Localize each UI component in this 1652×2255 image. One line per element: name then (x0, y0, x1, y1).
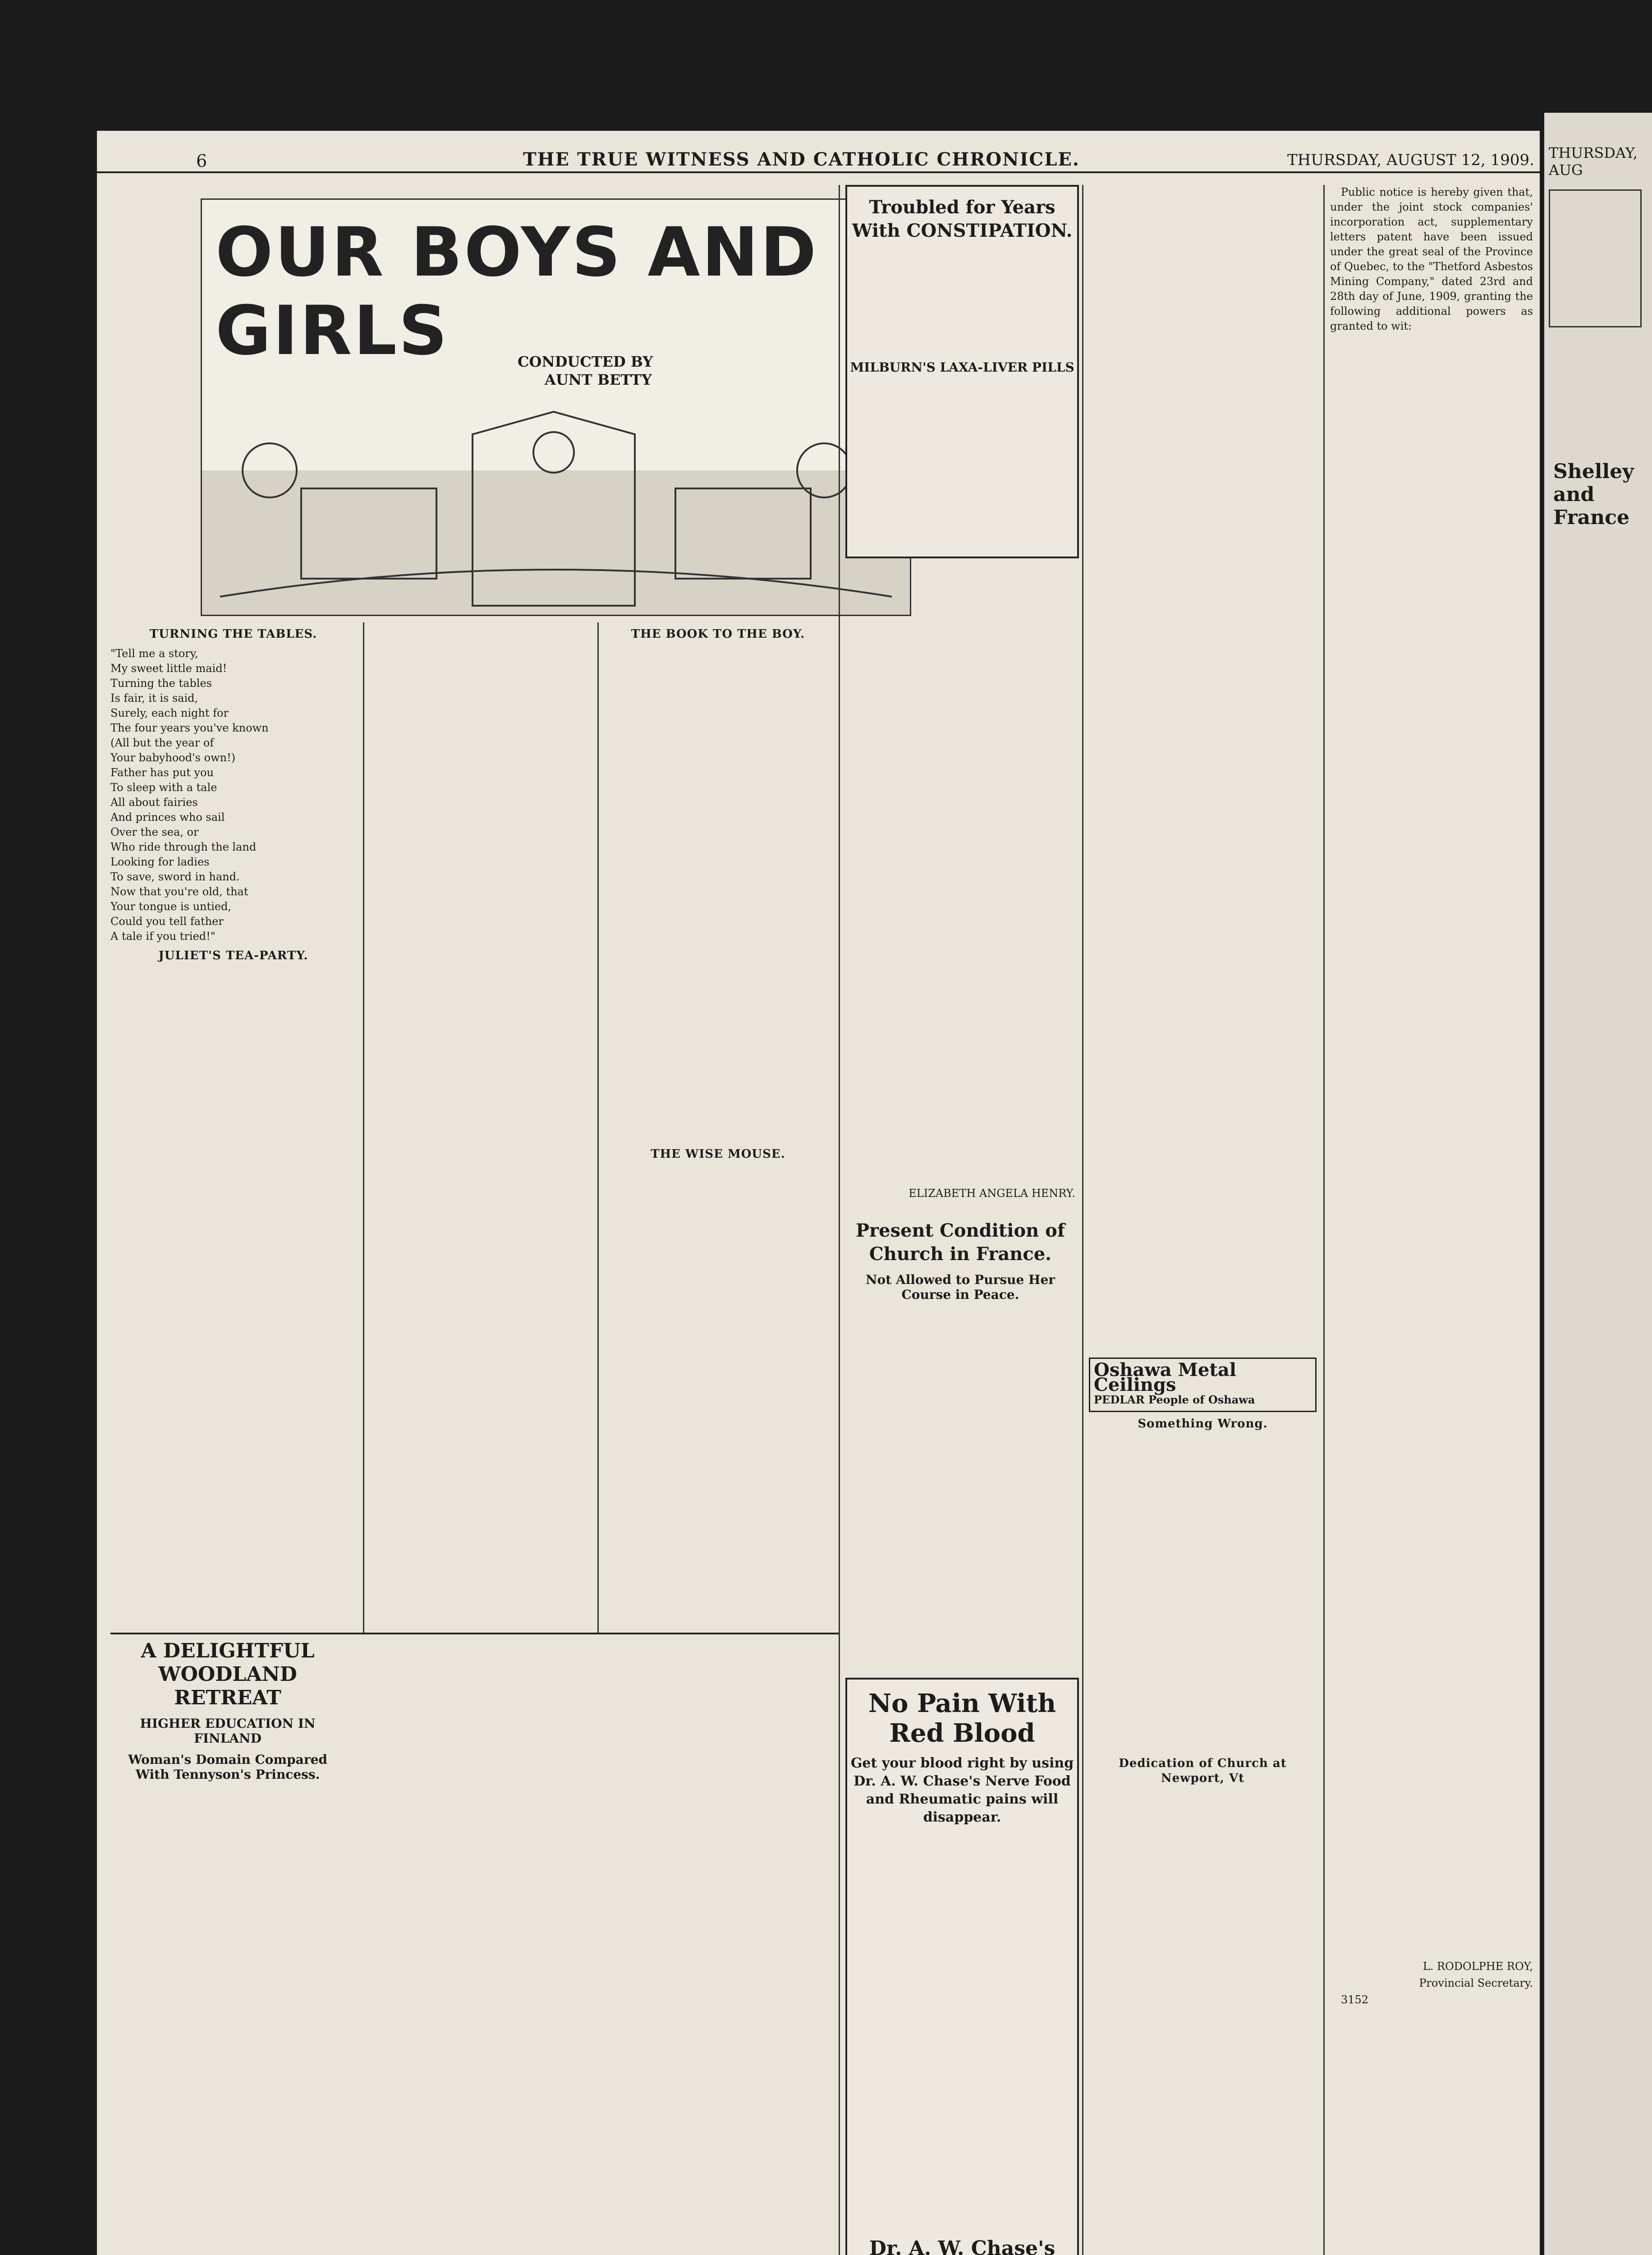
mouse-heading: THE WISE MOUSE. (651, 1147, 785, 1161)
column-3 (604, 622, 832, 1628)
column-rule (1323, 185, 1325, 2255)
banner-editor: AUNT BETTY (545, 371, 652, 388)
something-wrong-heading: Something Wrong. (1138, 1417, 1268, 1431)
column-5 (1089, 185, 1317, 2255)
newspaper-title: THE TRUE WITNESS AND CATHOLIC CHRONICLE. (523, 149, 1080, 170)
church-france-subhead: Not Allowed to Pursue Her Course in Peace. (865, 1272, 1055, 1302)
section-rule (110, 1633, 839, 1634)
column-rule (839, 185, 840, 2255)
our-boys-and-girls-banner (201, 198, 911, 616)
column-rule (363, 622, 364, 1633)
ad-product: Dr. A. W. Chase's (869, 2237, 1055, 2255)
column-rule (597, 622, 599, 1633)
column-2 (370, 622, 591, 1628)
adjacent-illustration (1549, 189, 1642, 327)
constipation-ad (845, 185, 1079, 558)
red-blood-ad (845, 1678, 1079, 2255)
legal-notice: Public notice is hereby given that, under the joint stock companies' incorporation act, supplementary letters patent have been issued under the great seal of the Province of Quebec, to the "Thetford Asbestos Mining Company," dated 23rd and 28th day of June, 1909, granting the following additional powers as granted to wit: (1330, 186, 1533, 332)
article-signature: ELIZABETH ANGELA HENRY. (909, 1187, 1075, 1200)
banner-title: OUR BOYS AND GIRLS (216, 213, 818, 370)
oshawa-ceilings-ad (1089, 1358, 1317, 1412)
column-1 (110, 622, 356, 1628)
woodland-retreat-article (110, 1639, 832, 2255)
poem-text: "Tell me a story, My sweet little maid! Turning the tables Is fair, it is said, Surely, each night for The four years you've known (All but the year of Your babyhood's own!) Father has put you To sleep with a tale All about fairies And princes who sail Over the sea, or Who ride through the land Looking for ladies To save, sword in hand. Now that you're old, that Your tongue is untied, Could you tell father A tale if you tried!" (110, 647, 269, 943)
notice-signature: L. RODOLPHE ROY, (1423, 1960, 1533, 1973)
ad-product: MILBURN'S LAXA-LIVER PILLS (850, 360, 1074, 375)
poem-heading: TURNING THE TABLES. (149, 627, 317, 641)
retreat-title: A DELIGHTFUL WOODLAND RETREAT (141, 1639, 315, 1709)
ad-headline: Troubled for Years With CONSTIPATION. (852, 197, 1073, 241)
adjacent-heading: Shelley and France (1553, 460, 1634, 529)
column-rule (1082, 185, 1083, 2255)
issue-date: THURSDAY, AUGUST 12, 1909. (1287, 151, 1535, 169)
story-heading: JULIET'S TEA-PARTY. (158, 949, 308, 962)
dedication-heading: Dedication of Church at Newport, Vt (1119, 1757, 1287, 1785)
page-number: 6 (196, 151, 207, 171)
ad-headline: No Pain With Red Blood (868, 1689, 1056, 1748)
banner-conducted-by: CONDUCTED BY (518, 353, 653, 370)
church-france-heading: Present Condition of Church in France. (855, 1220, 1065, 1265)
banner-illustration (202, 200, 910, 615)
retreat-subhead-2: Woman's Domain Compared With Tennyson's Princess. (128, 1752, 327, 1782)
newspaper-page (97, 131, 1540, 2255)
retreat-subhead: HIGHER EDUCATION IN FINLAND (140, 1716, 316, 1746)
page-header (97, 131, 1540, 173)
column-6 (1330, 185, 1533, 2255)
notice-number: 3152 (1341, 1993, 1369, 2006)
ad-brand: Oshawa Metal Ceilings (1094, 1359, 1236, 1395)
ad-lead: Get your blood right by using Dr. A. W. Chase's Nerve Food and Rheumatic pains will disappear. (850, 1755, 1074, 1825)
book-heading: THE BOOK TO THE BOY. (631, 627, 805, 641)
adjacent-date: THURSDAY, AUG (1549, 144, 1638, 179)
adjacent-page-edge (1544, 113, 1652, 2255)
ad-maker: PEDLAR People of Oshawa (1094, 1393, 1255, 1406)
column-4 (845, 564, 1075, 1376)
notice-office: Provincial Secretary. (1419, 1977, 1533, 1989)
